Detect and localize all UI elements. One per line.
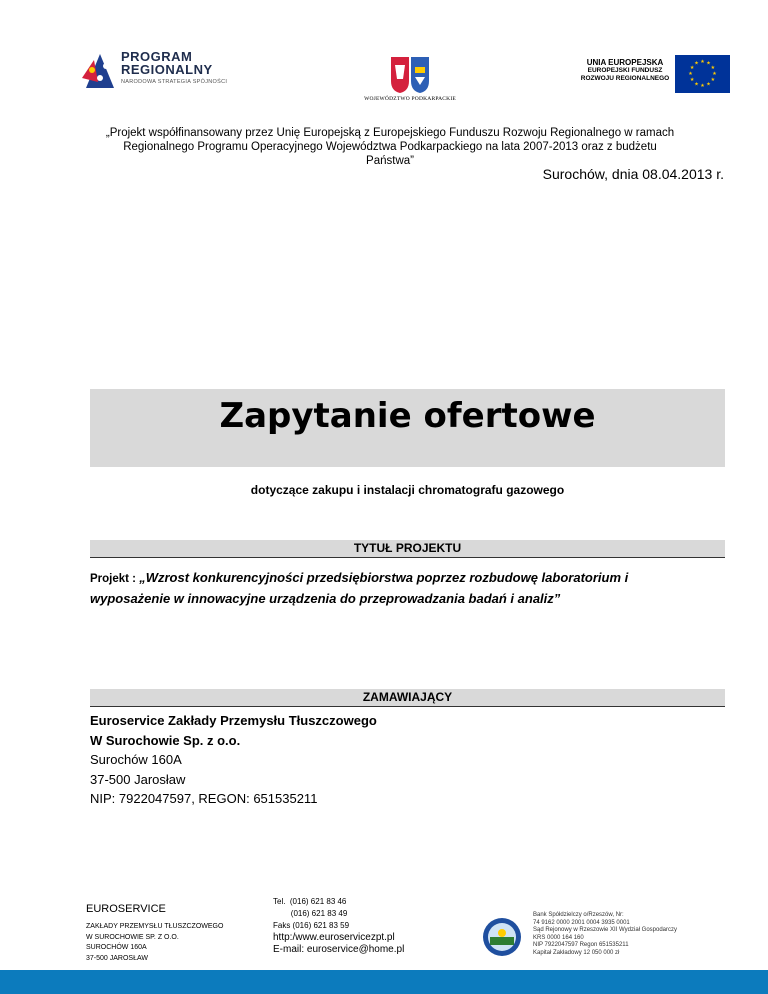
voivodeship-caption: WOJEWÓDZTWO PODKARPACKIE: [364, 96, 456, 102]
project-label: Projekt :: [90, 573, 140, 585]
program-regionalny-emblem: [80, 48, 120, 96]
client-ids: NIP: 7922047597, REGON: 651535211: [90, 791, 318, 806]
svg-text:★: ★: [694, 60, 699, 67]
footer-bank-info: [533, 912, 677, 957]
eu-logo-line2: EUROPEJSKI FUNDUSZ: [587, 67, 663, 74]
svg-text:★: ★: [712, 71, 717, 77]
footer-addr-line4: 37-500 JAROSŁAW: [86, 954, 148, 962]
project-text: „Wzrost konkurencyjności przedsiębiorstwa poprzez rozbudowę laboratorium i wyposażenie w innowacyjne urządzenia do przeprowadzania badań i analiz”: [90, 570, 629, 606]
project-title: [90, 568, 710, 609]
footer-email-link[interactable]: E-mail: euroservice@home.pl: [273, 944, 405, 955]
svg-text:★: ★: [689, 77, 695, 83]
footer-bank-line2: 74 9162 0000 2001 0004 3935 0001: [533, 919, 630, 926]
svg-text:★: ★: [688, 71, 693, 77]
footer-tel2: (016) 621 83 49: [273, 909, 348, 918]
svg-text:★: ★: [710, 77, 716, 83]
footer-krs: KRS 0000 164 160: [533, 934, 584, 941]
podkarpackie-crest-icon: [389, 55, 431, 95]
client-city: 37-500 Jarosław: [90, 771, 186, 787]
eu-logo-line3: ROZWOJU REGIONALNEGO: [580, 75, 670, 82]
footer-website-link[interactable]: http:/www.euroservicezpt.pl: [273, 932, 395, 943]
footer-capital: Kapitał Zakładowy 12 050 000 zł: [533, 949, 620, 956]
program-logo-line3: NARODOWA STRATEGIA SPÓJNOŚCI: [121, 79, 228, 85]
program-logo-line2: REGIONALNY: [121, 62, 213, 77]
eu-logo-line1: UNIA EUROPEJSKA: [586, 58, 664, 67]
document-title: Zapytanie ofertowe: [219, 396, 596, 436]
client-name-line1: Euroservice Zakłady Przemysłu Tłuszczowego: [90, 713, 377, 728]
program-regionalny-logo: [121, 50, 227, 85]
footer-address: [86, 922, 223, 964]
svg-text:★: ★: [706, 60, 711, 67]
svg-text:★: ★: [694, 81, 699, 88]
footer-addr-line1: ZAKŁADY PRZEMYSŁU TŁUSZCZOWEGO: [86, 923, 224, 930]
footer-company: EUROSERVICE: [86, 903, 166, 915]
svg-text:★: ★: [706, 81, 711, 88]
footer-bar: [0, 970, 768, 994]
footer-tel1: Tel. (016) 621 83 46: [273, 897, 347, 906]
company-seal-icon: [482, 917, 522, 957]
svg-text:★: ★: [710, 65, 716, 71]
footer-contact: [273, 896, 404, 956]
footer-fax: Faks (016) 621 83 59: [273, 921, 350, 930]
footer-nip-regon: NIP 7922047597 Regon 651535211: [533, 942, 629, 948]
footer-bank-line1: Bank Spółdzielczy o/Rzeszów, Nr:: [533, 912, 624, 918]
eu-logo-text: [575, 58, 675, 83]
svg-text:★: ★: [689, 65, 695, 71]
client-street: Surochów 160A: [90, 752, 182, 767]
client-name-line2: W Surochowie Sp. z o.o.: [90, 732, 241, 748]
eu-flag-icon: [675, 55, 730, 93]
project-heading: TYTUŁ PROJEKTU: [90, 540, 725, 558]
svg-text:★: ★: [700, 59, 705, 65]
footer-addr-line2: W SUROCHOWIE SP. Z O.O.: [86, 933, 179, 941]
program-logo-line1: PROGRAM: [121, 49, 193, 64]
client-heading: ZAMAWIAJĄCY: [90, 689, 725, 707]
client-details: [90, 711, 377, 809]
svg-text:★: ★: [700, 83, 705, 89]
funding-note: „Projekt współfinansowany przez Unię Europejską z Europejskiego Funduszu Rozwoju Regionalnego w ramach Regionalnego Programu Operacyjnego Województwa Podkarpackiego na lata 2007-2013 oraz z budżetu Państwa”: [105, 127, 675, 167]
date-line: Surochów, dnia 08.04.2013 r.: [542, 166, 724, 182]
footer-court: Sąd Rejonowy w Rzeszowie XII Wydział Gospodarczy: [533, 927, 678, 933]
document-subtitle: dotyczące zakupu i instalacji chromatografu gazowego: [250, 483, 565, 497]
footer-addr-line3: SUROCHÓW 160A: [86, 944, 147, 951]
